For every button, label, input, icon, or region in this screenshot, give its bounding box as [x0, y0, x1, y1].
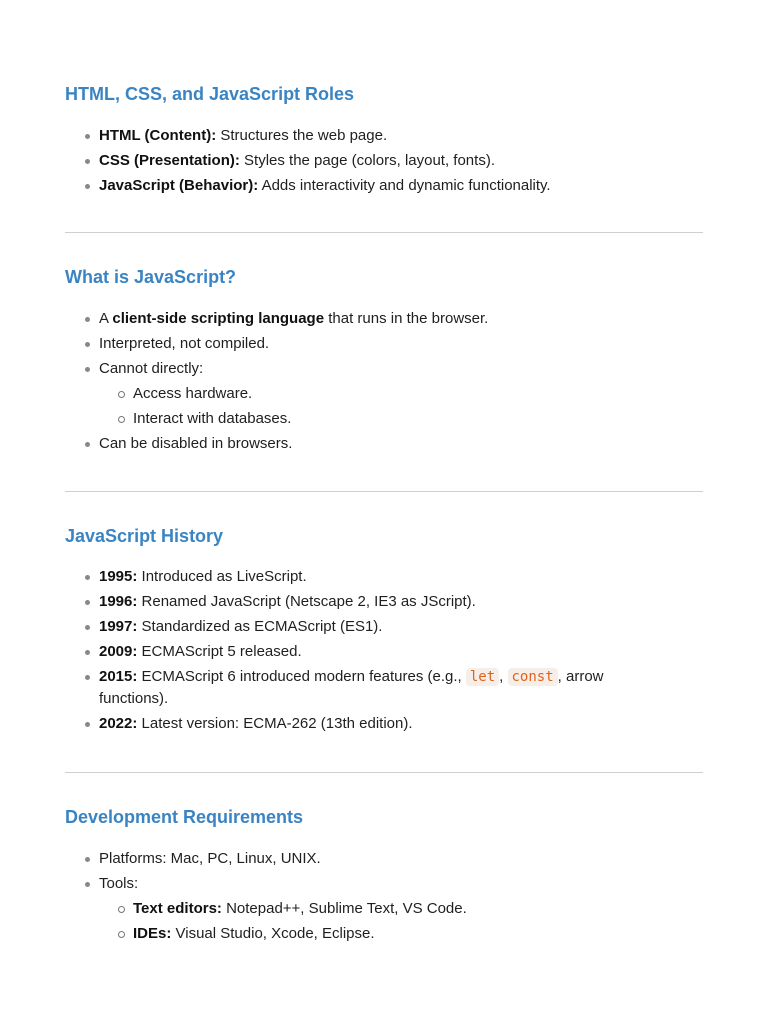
- item-text: Visual Studio, Xcode, Eclipse.: [171, 925, 375, 942]
- item-text: Tools:: [99, 875, 139, 892]
- item-label: CSS (Presentation):: [99, 152, 240, 169]
- section-dev-requirements: [65, 806, 703, 948]
- item-label: IDEs:: [133, 925, 172, 942]
- item-text: that runs in the browser.: [324, 310, 489, 327]
- list-item: [99, 616, 703, 638]
- list-item: [99, 150, 703, 172]
- item-label: client-side scripting language: [112, 310, 325, 327]
- item-label: 2022:: [99, 715, 138, 732]
- item-label: JavaScript (Behavior):: [99, 177, 259, 194]
- list-item: [99, 566, 703, 588]
- code-const: const: [508, 668, 558, 686]
- list-item: [99, 591, 703, 613]
- item-text: Introduced as LiveScript.: [137, 568, 307, 585]
- section-title: JavaScript History: [65, 526, 224, 546]
- item-text: Standardized as ECMAScript (ES1).: [137, 618, 383, 635]
- list-item: [99, 641, 703, 663]
- item-label: 1995:: [99, 568, 138, 585]
- bullet-list: [65, 848, 703, 945]
- bullet-list: [65, 308, 703, 455]
- sub-list-item: [133, 898, 703, 920]
- item-text: Styles the page (colors, layout, fonts).: [239, 152, 495, 169]
- section-title: Development Requirements: [65, 807, 304, 827]
- item-label: 1997:: [99, 618, 138, 635]
- section-title: HTML, CSS, and JavaScript Roles: [65, 84, 355, 104]
- sub-list-item: Access hardware.: [133, 383, 703, 405]
- item-text: ECMAScript 5 released.: [137, 643, 302, 660]
- item-text: Latest version: ECMA-262 (13th edition).: [137, 715, 413, 732]
- list-item: [99, 125, 703, 147]
- divider: [65, 491, 703, 492]
- sub-list: [99, 898, 703, 945]
- divider: [65, 232, 703, 233]
- list-item: [99, 666, 703, 710]
- item-text: Can be disabled in browsers.: [99, 435, 293, 452]
- divider: [65, 772, 703, 773]
- section-history: [65, 525, 703, 738]
- list-item: [99, 175, 703, 197]
- code-let: let: [466, 668, 499, 686]
- list-item: [99, 358, 703, 430]
- item-text: Cannot directly:: [99, 360, 204, 377]
- list-item: [99, 308, 703, 330]
- item-text: Interpreted, not compiled.: [99, 335, 270, 352]
- list-item: [99, 433, 703, 455]
- item-label: HTML (Content):: [99, 127, 217, 144]
- item-label: 2015:: [99, 668, 138, 685]
- item-text: Notepad++, Sublime Text, VS Code.: [221, 900, 467, 917]
- item-text: Adds interactivity and dynamic functionality.: [258, 177, 551, 194]
- item-label: 2009:: [99, 643, 138, 660]
- sub-list-item: [133, 923, 703, 945]
- item-label: Text editors:: [133, 900, 222, 917]
- list-item: [99, 713, 703, 735]
- item-text: Structures the web page.: [216, 127, 388, 144]
- item-text: Renamed JavaScript (Netscape 2, IE3 as JScript).: [137, 593, 476, 610]
- item-text: , arrow functions).: [99, 668, 604, 707]
- sub-list: [99, 383, 703, 430]
- sub-list-item: Interact with databases.: [133, 408, 703, 430]
- item-text: Platforms: Mac, PC, Linux, UNIX.: [99, 850, 321, 867]
- list-item: [99, 873, 703, 945]
- section-title: What is JavaScript?: [65, 267, 237, 287]
- section-roles: [65, 83, 703, 200]
- bullet-list: [65, 125, 703, 197]
- item-text: A: [99, 310, 113, 327]
- bullet-list: [65, 566, 703, 735]
- list-item: [99, 848, 703, 870]
- section-what-is-js: [65, 266, 703, 458]
- item-text: ,: [499, 668, 508, 685]
- item-label: 1996:: [99, 593, 138, 610]
- list-item: [99, 333, 703, 355]
- item-text: ECMAScript 6 introduced modern features (e.g.,: [137, 668, 466, 685]
